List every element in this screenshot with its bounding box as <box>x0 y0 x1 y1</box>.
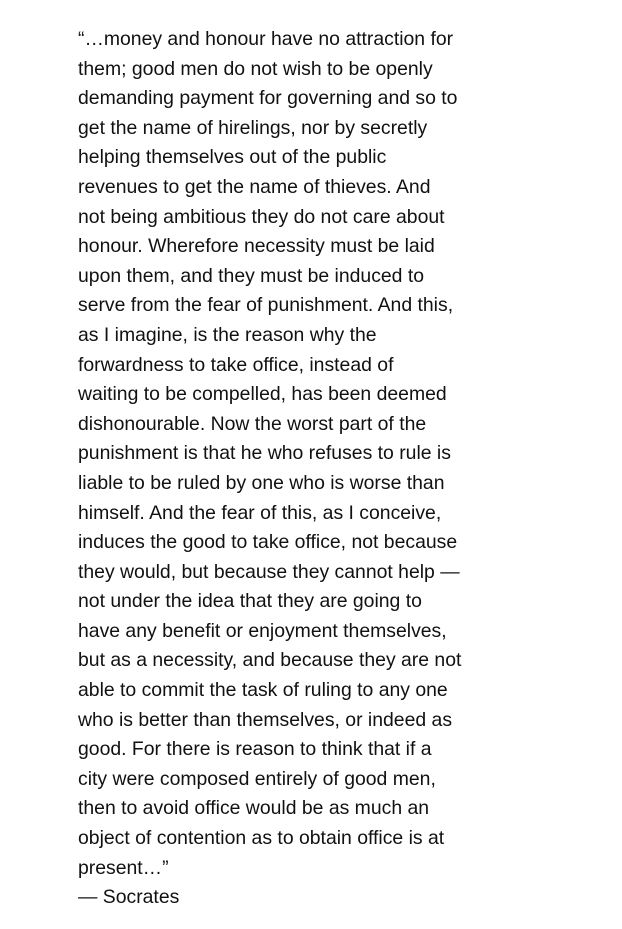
quote-line: city were composed entirely of good men, <box>78 767 436 790</box>
quote-line: but as a necessity, and because they are not <box>78 649 462 672</box>
quote-line: not under the idea that they are going to <box>78 590 422 613</box>
quote-line: liable to be ruled by one who is worse than <box>78 471 445 494</box>
quote-line: serve from the fear of punishment. And this, <box>78 294 454 317</box>
quote-line: helping themselves out of the public <box>78 146 387 169</box>
quote-attribution: — Socrates <box>78 886 180 909</box>
quote-line: them; good men do not wish to be openly <box>78 57 433 80</box>
quote-line: “…money and honour have no attraction for <box>78 28 454 50</box>
quote-line: honour. Wherefore necessity must be laid <box>78 235 435 258</box>
quote-line: punishment is that he who refuses to rule is <box>78 442 451 465</box>
quote-line: who is better than themselves, or indeed as <box>78 708 453 731</box>
quote-line: good. For there is reason to think that if a <box>78 738 432 761</box>
quote-line: able to commit the task of ruling to any one <box>78 679 448 702</box>
quote-line: present…” <box>78 856 169 879</box>
quote-line: forwardness to take office, instead of <box>78 353 394 376</box>
quote-line: as I imagine, is the reason why the <box>78 323 377 346</box>
quote-line: revenues to get the name of thieves. And <box>78 175 431 198</box>
quote-line: get the name of hirelings, nor by secretly <box>78 116 428 139</box>
quote-line: waiting to be compelled, has been deemed <box>78 383 447 406</box>
quote-line: himself. And the fear of this, as I conceive, <box>78 501 442 524</box>
quote-line: demanding payment for governing and so to <box>78 87 458 110</box>
quote-line: upon them, and they must be induced to <box>78 264 425 287</box>
quote-line: object of contention as to obtain office is at <box>78 827 445 850</box>
quote-line: they would, but because they cannot help — <box>78 560 460 583</box>
quote-block <box>78 25 608 913</box>
quote-line: dishonourable. Now the worst part of the <box>78 412 427 435</box>
quote-line: then to avoid office would be as much an <box>78 797 430 820</box>
quote-line: have any benefit or enjoyment themselves, <box>78 619 447 642</box>
quote-line: not being ambitious they do not care about <box>78 205 445 228</box>
quote-line: induces the good to take office, not because <box>78 531 458 554</box>
